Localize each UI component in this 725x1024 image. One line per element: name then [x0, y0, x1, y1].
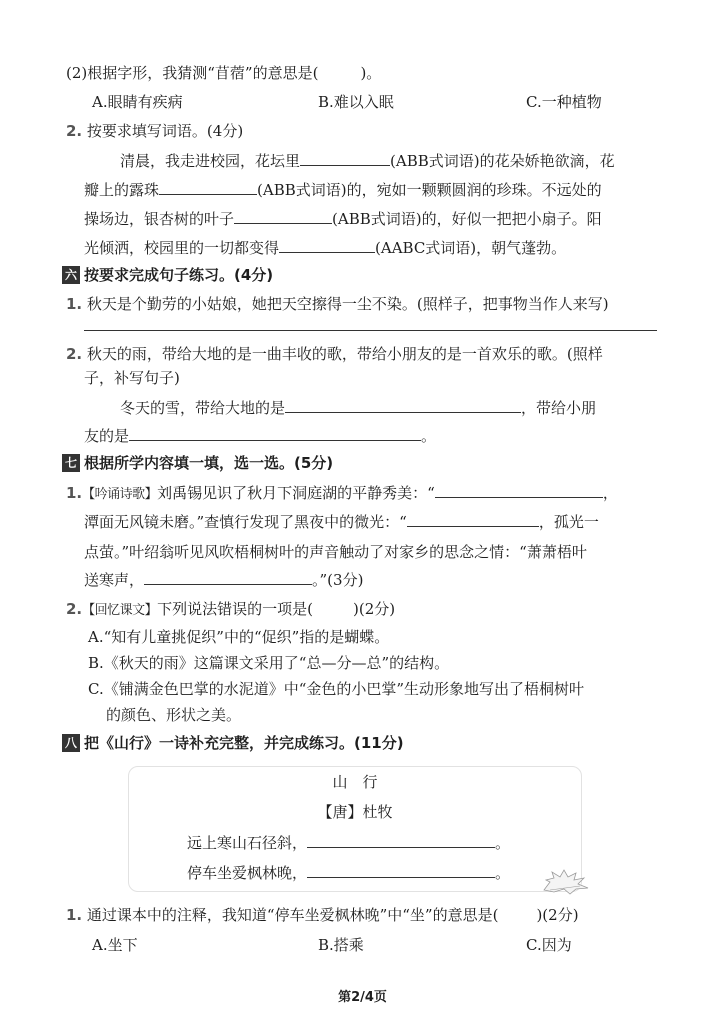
poem-author: 【唐】杜牧	[317, 803, 393, 821]
sec8-q1: 1. 通过课本中的注释，我知道“停车坐爱枫林晚”中“坐”的意思是( )(2分)	[66, 906, 579, 924]
answer-blank[interactable]	[307, 833, 495, 848]
poem-box	[128, 766, 582, 892]
option-c[interactable]: C.一种植物	[526, 93, 602, 111]
sec7-q1-line-2: 潭面无风镜未磨。”查慎行发现了黑夜中的微光：“ ，孤光一	[84, 513, 599, 531]
section-badge: 八	[62, 734, 80, 752]
section-6-header: 六 按要求完成句子练习。(4分)	[62, 265, 273, 285]
answer-line[interactable]	[84, 330, 657, 331]
fill-words-line-2: 瓣上的露珠 (ABB式词语)的，宛如一颗颗圆润的珍珠。不远处的	[84, 181, 602, 199]
fill-words-line-3: 操场边，银杏树的叶子 (ABB式词语)的，好似一把把小扇子。阳	[84, 210, 602, 228]
sec7-q1-line-4: 送寒声， 。”(3分)	[84, 571, 364, 589]
poem-line-2: 停车坐爱枫林晚， 。	[187, 864, 511, 882]
tag-label: 【吟诵诗歌】	[82, 487, 158, 502]
sec6-q2-line-2: 子，补写句子)	[84, 369, 180, 387]
answer-blank[interactable]	[159, 180, 257, 195]
fill-words-line-1: 清晨，我走进校园，花坛里 (ABB式词语)的花朵娇艳欲滴，花	[120, 152, 615, 170]
q2-sub-question: (2)根据字形，我猜测“苜蓿”的意思是( )。	[66, 64, 382, 82]
sec8-q1-option-c[interactable]: C.因为	[526, 936, 572, 954]
sec6-q2-line-3: 冬天的雪，带给大地的是 ，带给小朋	[120, 399, 597, 417]
sec7-q2: 2.【回忆课文】下列说法错误的一项是( )(2分)	[66, 600, 396, 618]
sec8-q1-option-b[interactable]: B.搭乘	[318, 936, 364, 954]
answer-blank[interactable]	[435, 483, 603, 498]
answer-blank[interactable]	[144, 570, 312, 585]
sec6-q1: 1. 秋天是个勤劳的小姑娘，她把天空擦得一尘不染。(照样子，把事物当作人来写)	[66, 295, 609, 313]
poem-title: 山 行	[332, 773, 378, 791]
section-7-header: 七 根据所学内容填一填，选一选。(5分)	[62, 453, 333, 473]
poem-line-1: 远上寒山石径斜， 。	[187, 834, 511, 852]
fill-words-line-4: 光倾洒，校园里的一切都变得 (AABC式词语)，朝气蓬勃。	[84, 239, 567, 257]
answer-blank[interactable]	[285, 398, 521, 413]
sec7-q1-line-1: 1.【吟诵诗歌】刘禹锡见识了秋月下洞庭湖的平静秀美：“ ，	[66, 484, 618, 502]
answer-blank[interactable]	[307, 863, 495, 878]
option-b[interactable]: B.难以入眠	[318, 93, 394, 111]
sec6-q2-line-4: 友的是 。	[84, 427, 437, 445]
section-badge: 六	[62, 266, 80, 284]
sec7-q2-option-a[interactable]: A.“知有儿童挑促织”中的“促织”指的是蝴蝶。	[88, 628, 390, 646]
answer-blank[interactable]	[234, 209, 332, 224]
answer-blank[interactable]	[129, 426, 421, 441]
sec7-q1-line-3: 点萤。”叶绍翁听见风吹梧桐树叶的声音触动了对家乡的思念之情：“萧萧梧叶	[84, 543, 587, 561]
sec7-q2-option-b[interactable]: B.《秋天的雨》这篇课文采用了“总—分—总”的结构。	[88, 654, 450, 672]
answer-blank[interactable]	[279, 238, 375, 253]
fill-words-question: 2. 按要求填写词语。(4分)	[66, 122, 244, 140]
tag-label: 【回忆课文】	[82, 603, 158, 618]
section-badge: 七	[62, 454, 80, 472]
sec6-q2: 2. 秋天的雨，带给大地的是一曲丰收的歌，带给小朋友的是一首欢乐的歌。(照样	[66, 345, 603, 363]
sec7-q2-option-c[interactable]: C.《铺满金色巴掌的水泥道》中“金色的小巴掌”生动形象地写出了梧桐树叶	[88, 680, 585, 698]
sec7-q2-option-c-cont: 的颜色、形状之美。	[106, 706, 242, 724]
page-number: 第2/4页	[338, 990, 387, 1005]
maple-leaf-icon	[540, 868, 592, 896]
section-8-header: 八 把《山行》一诗补充完整，并完成练习。(11分)	[62, 733, 404, 753]
answer-blank[interactable]	[300, 151, 390, 166]
option-a[interactable]: A.眼睛有疾病	[92, 93, 183, 111]
answer-blank[interactable]	[407, 512, 539, 527]
sec8-q1-option-a[interactable]: A.坐下	[92, 936, 138, 954]
